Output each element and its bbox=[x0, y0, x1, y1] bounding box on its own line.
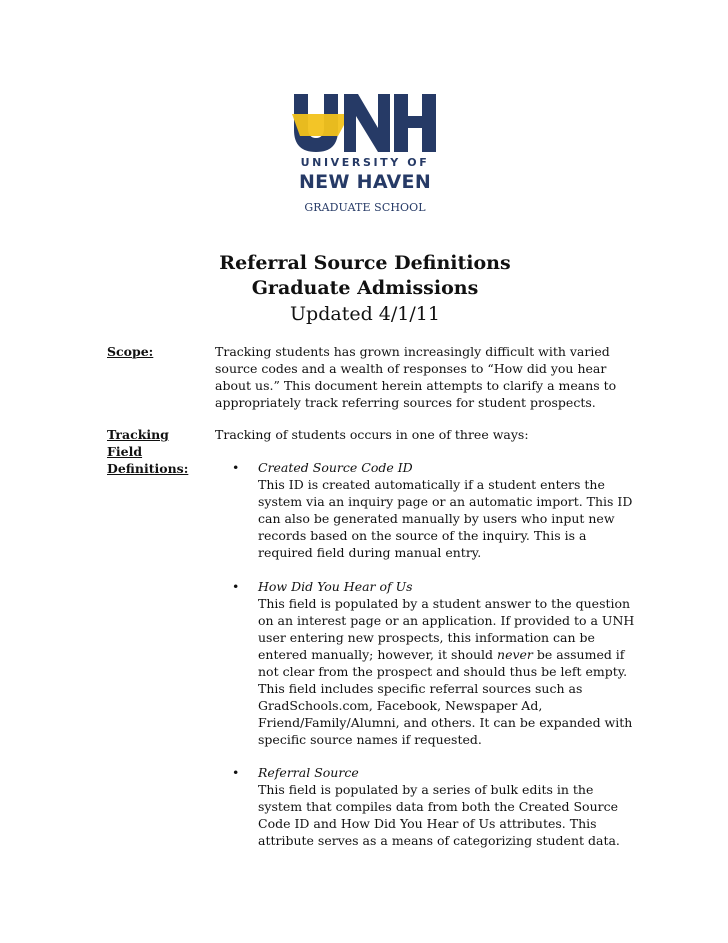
bullet-icon: • bbox=[232, 765, 240, 780]
tracking-label-line: Definitions: bbox=[107, 461, 189, 476]
bullet-line: system that compiles data from both the Created Source bbox=[258, 799, 618, 814]
scope-line: about us.” This document herein attempts to clarify a means to bbox=[215, 378, 617, 393]
scope-line: appropriately track referring sources for student prospects. bbox=[215, 395, 596, 410]
bullet-line: This field is populated by a series of bulk edits in the bbox=[258, 782, 594, 797]
bullet-line: required field during manual entry. bbox=[258, 545, 482, 560]
unh-logo bbox=[292, 92, 438, 218]
bullet-line: Code ID and How Did You Hear of Us attributes. This bbox=[258, 816, 597, 831]
bullet-line: records based on the source of the inquiry. This is a bbox=[258, 528, 587, 543]
tracking-label bbox=[107, 426, 207, 477]
scope-line: source codes and a wealth of responses to “How did you hear bbox=[215, 361, 607, 376]
bullet-line: This field includes specific referral sources such as bbox=[258, 681, 583, 696]
document-updated-date: Updated 4/1/11 bbox=[290, 303, 440, 325]
document-title: Referral Source Definitions bbox=[219, 252, 511, 274]
bullet-title: Created Source Code ID bbox=[258, 460, 413, 475]
logo-new-haven: NEW HAVEN bbox=[298, 171, 432, 193]
bullet-line: system via an inquiry page or an automatic import. This ID bbox=[258, 494, 633, 509]
bullet-line: This ID is created automatically if a student enters the bbox=[258, 477, 605, 492]
bullet-line: specific source names if requested. bbox=[258, 732, 482, 747]
bullet-body bbox=[258, 578, 638, 748]
logo-university-of: UNIVERSITY OF bbox=[300, 156, 430, 169]
bullet-line: can also be generated manually by users who input new bbox=[258, 511, 615, 526]
bullet-line: on an interest page or an application. If provided to a UNH bbox=[258, 613, 635, 628]
bullet-line: GradSchools.com, Facebook, Newspaper Ad, bbox=[258, 698, 543, 713]
document-subtitle: Graduate Admissions bbox=[251, 277, 479, 299]
bullet-body bbox=[258, 764, 638, 849]
tracking-label-line: Tracking bbox=[107, 427, 169, 442]
bullet-line: This field is populated by a student answer to the question bbox=[258, 596, 631, 611]
scope-text bbox=[215, 343, 625, 411]
bullet-line: not clear from the prospect and should thus be left empty. bbox=[258, 664, 628, 679]
bullet-icon: • bbox=[232, 579, 240, 594]
bullet-line: attribute serves as a means of categorizing student data. bbox=[258, 833, 620, 848]
bullet-line-with-emphasis bbox=[258, 646, 638, 663]
bullet-line: Friend/Family/Alumni, and others. It can be expanded with bbox=[258, 715, 633, 730]
emphasis-never: never bbox=[497, 647, 533, 662]
tracking-intro: Tracking of students occurs in one of three ways: bbox=[215, 427, 529, 442]
scope-label: Scope: bbox=[107, 344, 154, 359]
unh-letters-mark bbox=[292, 92, 438, 154]
text-segment: entered manually; however, it should bbox=[258, 647, 498, 662]
scope-line: Tracking students has grown increasingly difficult with varied bbox=[215, 344, 610, 359]
bullet-body bbox=[258, 459, 638, 561]
bullet-title: Referral Source bbox=[258, 765, 359, 780]
bullet-line: user entering new prospects, this information can be bbox=[258, 630, 595, 645]
bullet-icon: • bbox=[232, 460, 240, 475]
logo-graduate-school: GRADUATE SCHOOL bbox=[304, 201, 426, 214]
tracking-label-line: Field bbox=[107, 444, 143, 459]
text-segment: be assumed if bbox=[532, 647, 625, 662]
bullet-title: How Did You Hear of Us bbox=[258, 579, 413, 594]
